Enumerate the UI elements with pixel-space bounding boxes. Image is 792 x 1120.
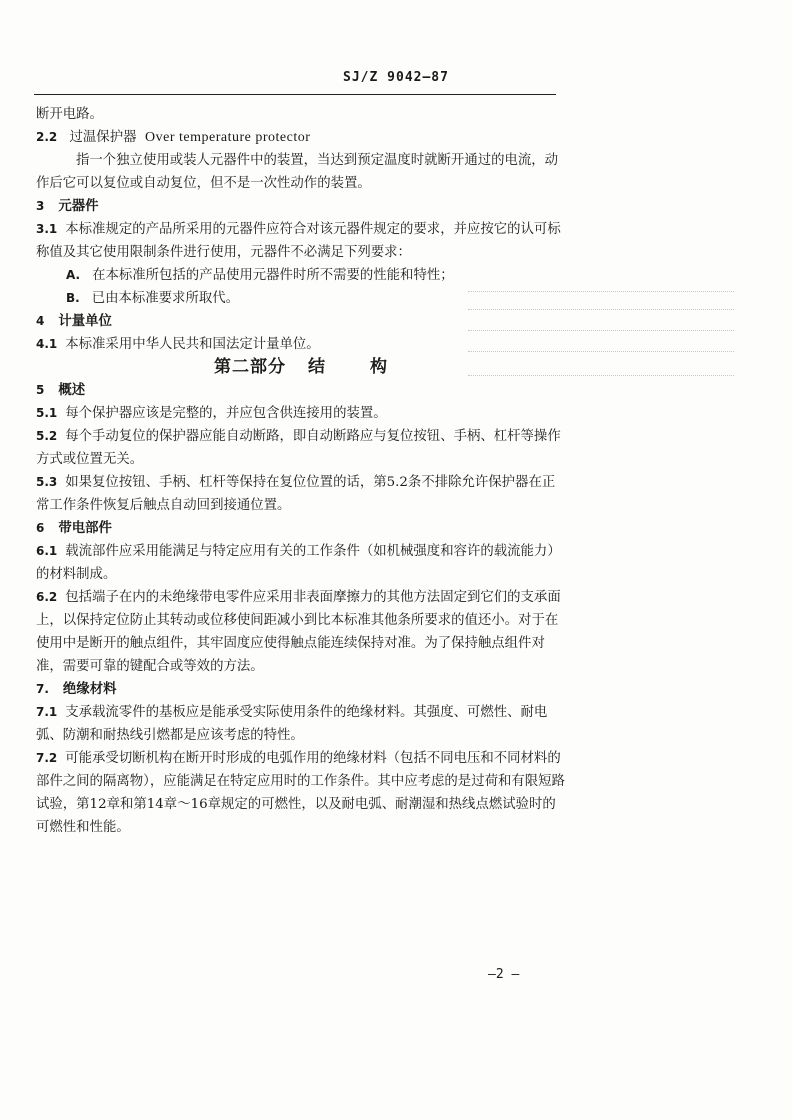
document-code-header: SJ/Z 9042—87	[343, 70, 449, 85]
section-number: 5	[36, 383, 45, 397]
clause-number: 2.2	[36, 130, 58, 144]
section-title: 元器件	[58, 198, 99, 214]
section-title: 绝缘材料	[62, 681, 117, 697]
clause-number: 4.1	[36, 337, 58, 351]
section-4-heading	[36, 310, 566, 333]
paragraph-continuation: 断开电路。	[36, 107, 103, 122]
clause-body: 载流部件应采用能满足与特定应用有关的工作条件（如机械强度和容许的载流能力）的材料制成。	[36, 544, 561, 582]
clause-body: 本标准规定的产品所采用的元器件应符合对该元器件规定的要求，并应按它的认可标称值及其它使用限制条件进行使用，元器件不必满足下列要求：	[36, 222, 561, 260]
clause-number: 6.2	[36, 590, 58, 604]
clause-6-1	[36, 540, 566, 586]
part-title-char: 构	[370, 357, 388, 377]
part-label: 第二部分	[214, 357, 286, 377]
section-7-heading	[36, 678, 566, 701]
clause-7-1	[36, 701, 566, 747]
clause-number: 6.1	[36, 544, 58, 558]
clause-body: 每个手动复位的保护器应能自动断路，即自动断路应与复位按钮、手柄、杠杆等操作方式或位置无关。	[36, 429, 561, 467]
clause-6-2	[36, 586, 566, 678]
clause-5-2	[36, 425, 566, 471]
document-body	[36, 103, 566, 839]
section-3-heading	[36, 195, 566, 218]
section-title: 带电部件	[58, 520, 112, 536]
section-5-heading	[36, 379, 566, 402]
section-number: 3	[36, 199, 45, 213]
list-marker: B.	[66, 291, 80, 305]
clause-body: 包括端子在内的未绝缘带电零件应采用非表面摩擦力的其他方法固定到它们的支承面上，以保持定位防止其转动或位移使间距减小到比本标准其他条所要求的值还小。对于在使用中是断开的触点组件，其牢固度应使得触点能连续保持对准。为了保持触点组件对准，需要可靠的键配合或等效的方法。	[36, 590, 561, 674]
section-6-heading	[36, 517, 566, 540]
clause-4-1	[36, 333, 566, 356]
section-title: 计量单位	[58, 313, 112, 329]
clause-number: 3.1	[36, 222, 58, 236]
part-two-title	[36, 356, 566, 379]
clause-body: 每个保护器应该是完整的，并应包含供连接用的装置。	[65, 406, 387, 421]
clause-7-2	[36, 747, 566, 839]
clause-title: 过温保护器	[69, 130, 137, 145]
clause-number: 5.2	[36, 429, 58, 443]
clause-5-3	[36, 471, 566, 517]
clause-body: 可能承受切断机构在断开时形成的电弧作用的绝缘材料（包括不同电压和不同材料的部件之间的隔离物），应能满足在特定应用时的工作条件。其中应考虑的是过荷和有限短路试验，第12章和第14章～16章规定的可燃性，以及耐电弧、耐潮湿和热线点燃试验时的可燃性和性能。	[36, 751, 565, 835]
header-rule	[34, 94, 556, 95]
part-title-char: 结	[308, 357, 326, 377]
section-number: 6	[36, 521, 45, 535]
clause-body: 支承载流零件的基板应是能承受实际使用条件的绝缘材料。其强度、可燃性、耐电弧、防潮和耐热线引燃都是应该考虑的特性。	[36, 705, 548, 743]
list-item-b	[36, 287, 566, 310]
clause-5-1	[36, 402, 566, 425]
section-title: 概述	[58, 382, 86, 398]
list-text: 在本标准所包括的产品使用元器件时所不需要的性能和特性；	[92, 268, 454, 283]
list-marker: A.	[66, 268, 81, 282]
clause-number: 5.1	[36, 406, 58, 420]
list-text: 已由本标准要求所取代。	[91, 291, 240, 306]
clause-body: 如果复位按钮、手柄、杠杆等保持在复位位置的话，第5.2条不排除允许保护器在正常工作条件恢复后触点自动回到接通位置。	[36, 475, 556, 513]
section-number: 4	[36, 314, 45, 328]
clause-body: 本标准采用中华人民共和国法定计量单位。	[65, 337, 320, 352]
section-number: 7.	[36, 682, 49, 696]
list-item-a	[36, 264, 566, 287]
page-number: —2 —	[488, 967, 520, 982]
clause-2-2-heading	[36, 126, 566, 149]
clause-3-1	[36, 218, 566, 264]
clause-2-2-body: 指一个独立使用或装人元器件中的装置，当达到预定温度时就断开通过的电流，动作后它可以复位或自动复位，但不是一次性动作的装置。	[36, 153, 559, 191]
clause-number: 7.1	[36, 705, 58, 719]
clause-english-title: Over temperature protector	[145, 130, 311, 145]
clause-number: 5.3	[36, 475, 58, 489]
clause-number: 7.2	[36, 751, 58, 765]
